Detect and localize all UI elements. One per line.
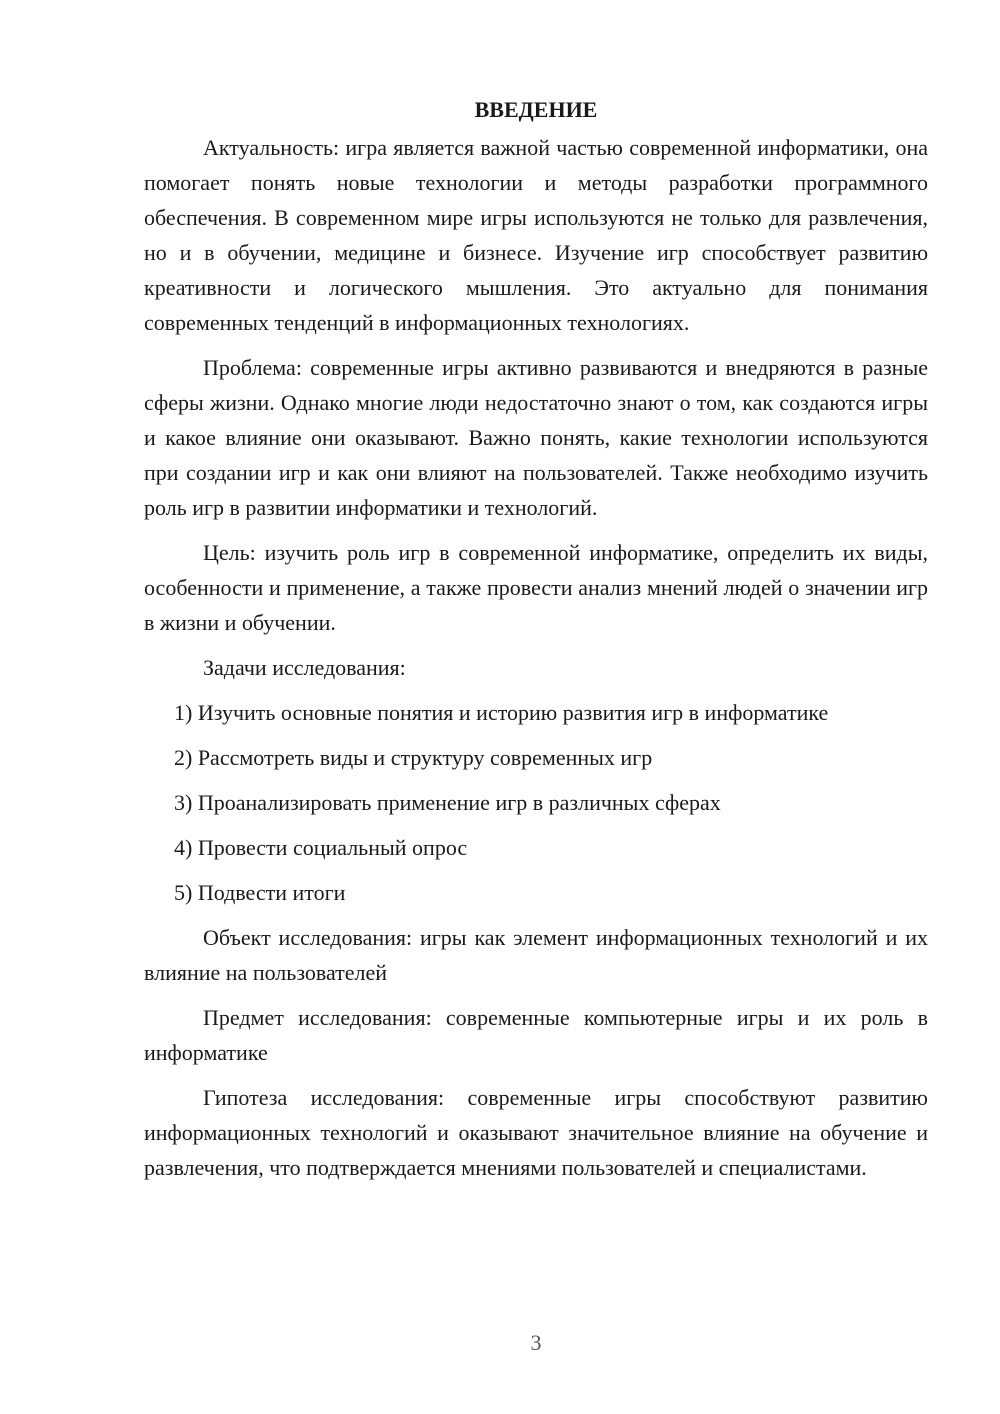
page-number: 3 [530,1330,542,1355]
document-page [144,92,928,1195]
task-item: 3) Проанализировать применение игр в различных сферах [174,790,721,815]
task-list [144,695,928,910]
task-item: 5) Подвести итоги [174,880,346,905]
task-item: 1) Изучить основные понятия и историю развития игр в информатике [174,700,829,725]
page-title: ВВЕДЕНИЕ [474,97,598,122]
object-paragraph: Объект исследования: игры как элемент информационных технологий и их влияние на пользователей [144,925,928,985]
relevance-paragraph: Актуальность: игра является важной частью современной информатики, она помогает понять новые технологии и методы разработки программного обеспечения. В современном мире игры используются не только для развлечения, но и в обучении, медицине и бизнесе. Изучение игр способствует развитию креативности и логического мышления. Это актуально для понимания современных тенденций в информационных технологиях. [144,135,928,335]
task-item: 2) Рассмотреть виды и структуру современных игр [174,745,653,770]
subject-paragraph: Предмет исследования: современные компьютерные игры и их роль в информатике [144,1005,928,1065]
tasks-heading: Задачи исследования: [203,655,406,680]
goal-paragraph: Цель: изучить роль игр в современной информатике, определить их виды, особенности и применение, а также провести анализ мнений людей о значении игр в жизни и обучении. [144,540,928,635]
problem-paragraph: Проблема: современные игры активно развиваются и внедряются в разные сферы жизни. Однако многие люди недостаточно знают о том, как создаются игры и какое влияние они оказывают. Важно понять, какие технологии используются при создании игр и как они влияют на пользователей. Также необходимо изучить роль игр в развитии информатики и технологий. [144,355,928,520]
task-item: 4) Провести социальный опрос [174,835,468,860]
hypothesis-paragraph: Гипотеза исследования: современные игры способствуют развитию информационных технологий и оказывают значительное влияние на обучение и развлечения, что подтверждается мнениями пользователей и специалистами. [144,1085,928,1180]
